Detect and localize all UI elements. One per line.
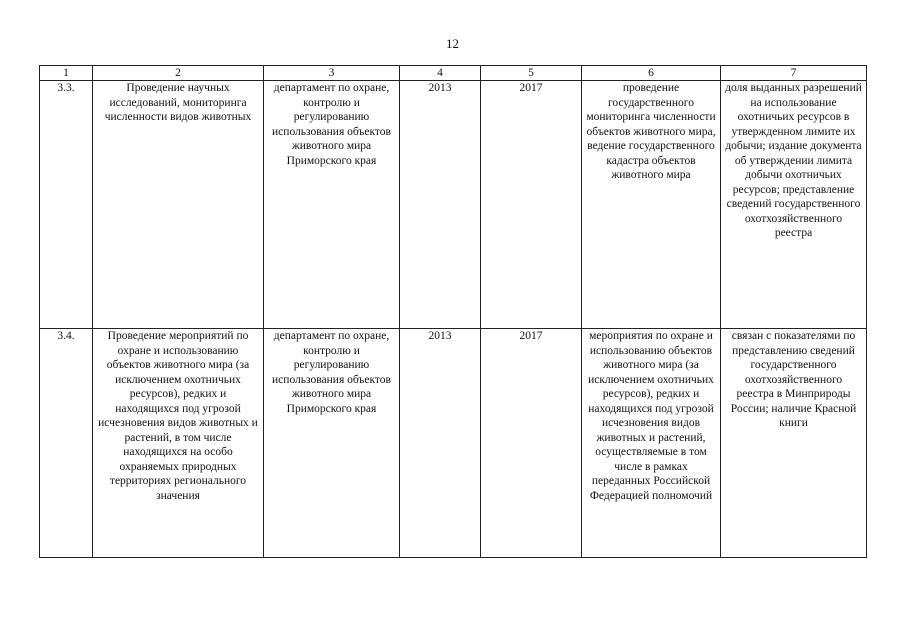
- column-header: 5: [481, 66, 582, 81]
- column-header: 6: [582, 66, 721, 81]
- result-cell: мероприятия по охране и использованию объектов животного мира (за исключением охотничьих ресурсов), редких и находящихся под угрозой исчезновения видов животных и растений, осуществляемые в том числе в рамках переданных Российской Федерацией полномочий: [582, 329, 721, 558]
- column-header: 3: [264, 66, 400, 81]
- column-header: 1: [40, 66, 93, 81]
- result-cell: проведение государственного мониторинга численности объектов животного мира, ведение государственного кадастра объектов животного мира: [582, 81, 721, 329]
- program-table: [39, 65, 867, 558]
- start-year-cell: 2013: [400, 81, 481, 329]
- executor-cell: департамент по охране, контролю и регулированию использования объектов животного мира Приморского края: [264, 329, 400, 558]
- column-header: 2: [93, 66, 264, 81]
- row-number: 3.3.: [40, 81, 93, 329]
- table-header-row: [40, 66, 867, 81]
- end-year-cell: 2017: [481, 329, 582, 558]
- column-header: 7: [721, 66, 867, 81]
- row-number: 3.4.: [40, 329, 93, 558]
- executor-cell: департамент по охране, контролю и регулированию использования объектов животного мира Приморского края: [264, 81, 400, 329]
- activity-cell: Проведение мероприятий по охране и использованию объектов животного мира (за исключением охотничьих ресурсов), редких и находящихся под угрозой исчезновения видов животных и растений, в том числе находящихся на особо охраняемых природных территориях регионального значения: [93, 329, 264, 558]
- table-row: [40, 329, 867, 558]
- activity-cell: Проведение научных исследований, мониторинга численности видов животных: [93, 81, 264, 329]
- start-year-cell: 2013: [400, 329, 481, 558]
- table-row: [40, 81, 867, 329]
- column-header: 4: [400, 66, 481, 81]
- page-number: 12: [446, 36, 459, 51]
- indicator-cell: связан с показателями по представлению сведений государственного охотхозяйственного реестра в Минприроды России; наличие Красной книги: [721, 329, 867, 558]
- indicator-cell: доля выданных разрешений на использование охотничьих ресурсов в утвержденном лимите их добычи; издание документа об утверждении лимита добычи охотничьих ресурсов; представление сведений государственного охотхозяйственного реестра: [721, 81, 867, 329]
- end-year-cell: 2017: [481, 81, 582, 329]
